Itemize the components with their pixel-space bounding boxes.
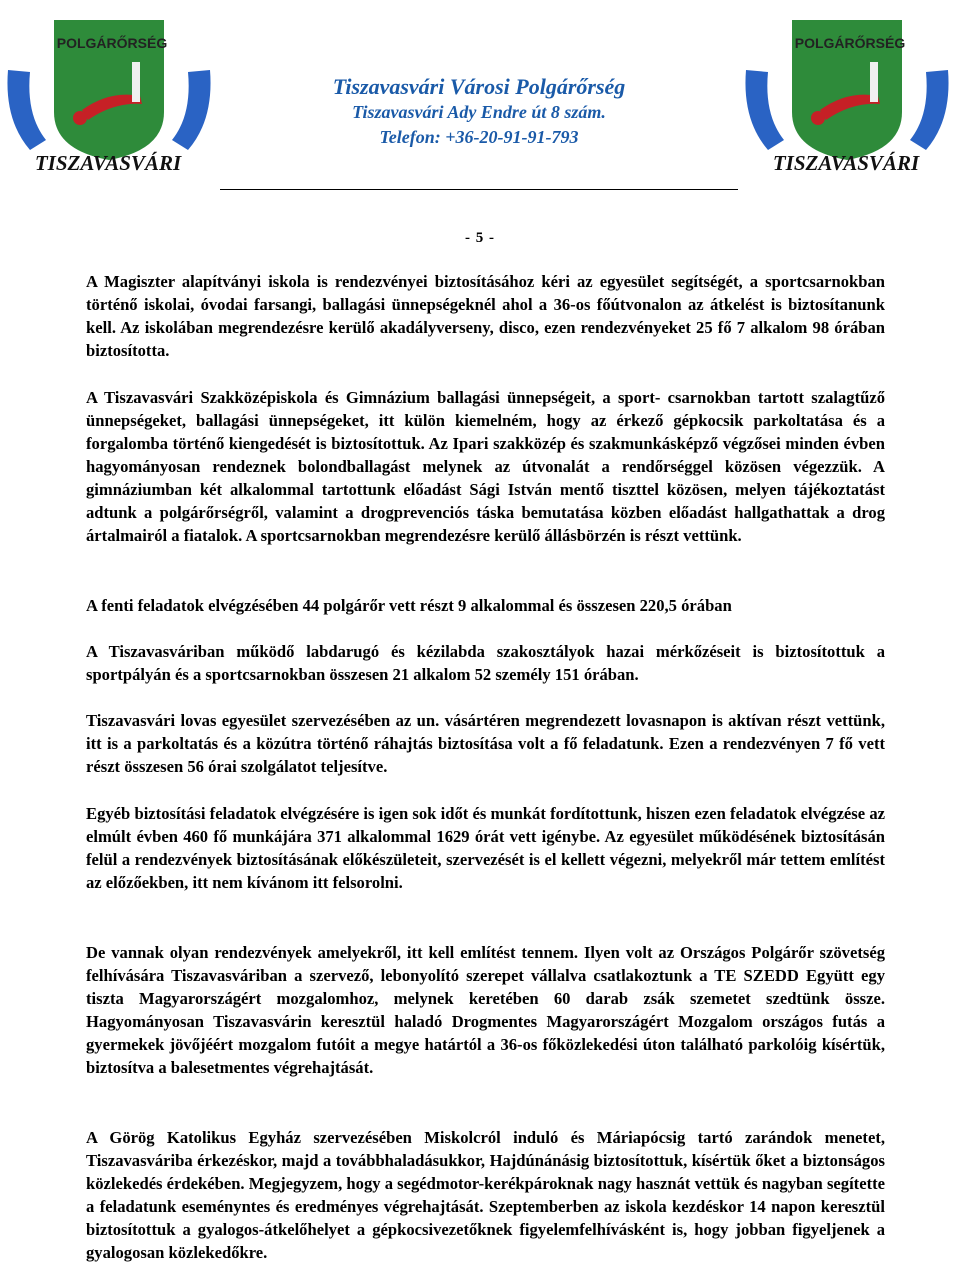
paragraph-rendezvenyek: De vannak olyan rendezvények amelyekről, itt kell említést tennem. Ilyen volt az Országos Polgárőr szövetség felhívására Tiszavasváriban a szervező, lebonyolító szerepet vállalva csatlakoztunk a TE SZEDD Együtt egy tiszta Magyarországért mozgalomhoz, melynek keretében 60 darab zsák szemetet szedtünk össze. Hagyományosan Tiszavasvárin keresztül haladó Drogmentes Magyarországért Mozgalom országos futás a gyermekek jövőjéért mozgalom futóit a megye határtól a 36-os főközlekedési úton található parkolóig kísértük, biztosítva a balesetmentes végrehajtását. bbox=[86, 943, 885, 1077]
organization-name: Tiszavasvári Városi Polgárőrség bbox=[332, 74, 626, 99]
paragraph-zarandok: A Görög Katolikus Egyház szervezésében Miskolcról induló és Máriapócsig tartó zarándok menetet, Tiszavasváriba érkezéskor, majd a továbbhaladásukkor, Hajdúnánásig biztosítottuk, kísértük őket a biztonságos közlekedés érdekében. Megjegyzem, hogy a segédmotor-kerékpároknak nagy hasznát vettük és nagyban segítette a feladatunk eseményntes és eredményes végrehajtását. Szeptemberben az iskola kezdéskor 14 napon keresztül biztosítottuk a gyalogos-átkelőhelyet a gépkocsivezetőknek figyelemfelhívásként is, hogy jobban figyeljenek a gyalogosan közlekedőkre. bbox=[86, 1128, 885, 1262]
paragraph-egyeb: Egyéb biztosítási feladatok elvégzésére is igen sok időt és munkát fordítottunk, hiszen ezen feladatok elvégzése az elmúlt évben 460 fő munkájára 371 alkalommal 1629 órát vett igénybe. Az egyesület működésének biztosításán felül a rendezvények biztosításának előkészületeit, szervezését is el kellett végezni, melyekről már tettem említést az előzőekben, itt nem kívánom itt felsorolni. bbox=[86, 804, 885, 892]
logo-top-text: POLGÁRŐRSÉG bbox=[56, 35, 168, 51]
polgarorseg-logo-right bbox=[738, 0, 956, 190]
polgarorseg-logo-left bbox=[0, 0, 218, 190]
letterhead bbox=[220, 74, 738, 150]
paragraph-summary: A fenti feladatok elvégzésében 44 polgárőr vett részt 9 alkalommal és összesen 220,5 órában bbox=[86, 596, 732, 615]
organization-phone: Telefon: +36-20-91-91-793 bbox=[379, 127, 579, 147]
organization-address: Tiszavasvári Ady Endre út 8 szám. bbox=[352, 102, 606, 122]
paragraph-sport: A Tiszavasváriban működő labdarugó és kézilabda szakosztályok hazai mérkőzéseit is biztosítottuk a sportpályán és a sportcsarnokban összesen 21 alkalom 52 személy 151 órában. bbox=[86, 642, 885, 684]
paragraph-szakkozepiskola: A Tiszavasvári Szakközépiskola és Gimnázium ballagási ünnepségeit, a sport- csarnokban tartott szalagtűző ünnepségeket, ballagási ünnepségeket, itt külön kiemelném, hogy az érkező gépkocsik parkoltatása és a forgalomba történő kiengedését is biztosítottuk. Az Ipari szakközép és szakmunkásképző végzősei minden évben hagyományosan rendeznek bolondballagást melynek az útvonalát a rendőrséggel közösen végezzük. A gimnáziumban két alkalommal tartottunk előadást Sági István mentő tiszttel közösen, melyen tájékoztatást adtunk a polgárőrségről, valamint a drogprevenciós táska bemutatása közben előadást hallgathattak a drog ártalmairól a fiatalok. A sportcsarnokban megrendezésre kerülő állásbörzén is részt vettünk. bbox=[86, 388, 885, 545]
logo-bottom-text: TISZAVASVÁRI bbox=[34, 151, 182, 175]
logo-top-text: POLGÁRŐRSÉG bbox=[794, 35, 906, 51]
paragraph-lovas: Tiszavasvári lovas egyesület szervezésében az un. vásártéren megrendezett lovasnapon is aktívan részt vettünk, itt is a parkoltatás és a közútra történő ráhajtás biztosítása volt a fő feladatunk. Ezen a rendezvényen 7 fő vett részt összesen 56 órai szolgálatot teljesítve. bbox=[86, 711, 885, 776]
header-divider bbox=[220, 189, 738, 190]
paragraph-magiszter: A Magiszter alapítványi iskola is rendezvényei biztosításához kéri az egyesület segítségét, a sportcsarnokban történő iskolai, óvodai farsangi, ballagási ünnepségeknél ahol a 36-os főútvonalon az átkelést is biztosítanunk kell. Az iskolában megrendezésre kerülő akadályverseny, disco, ezen rendezvényeket 25 fő 7 alkalom 98 órában biztosította. bbox=[86, 272, 885, 360]
page-number: - 5 - bbox=[465, 230, 495, 246]
logo-bottom-text: TISZAVASVÁRI bbox=[772, 151, 920, 175]
